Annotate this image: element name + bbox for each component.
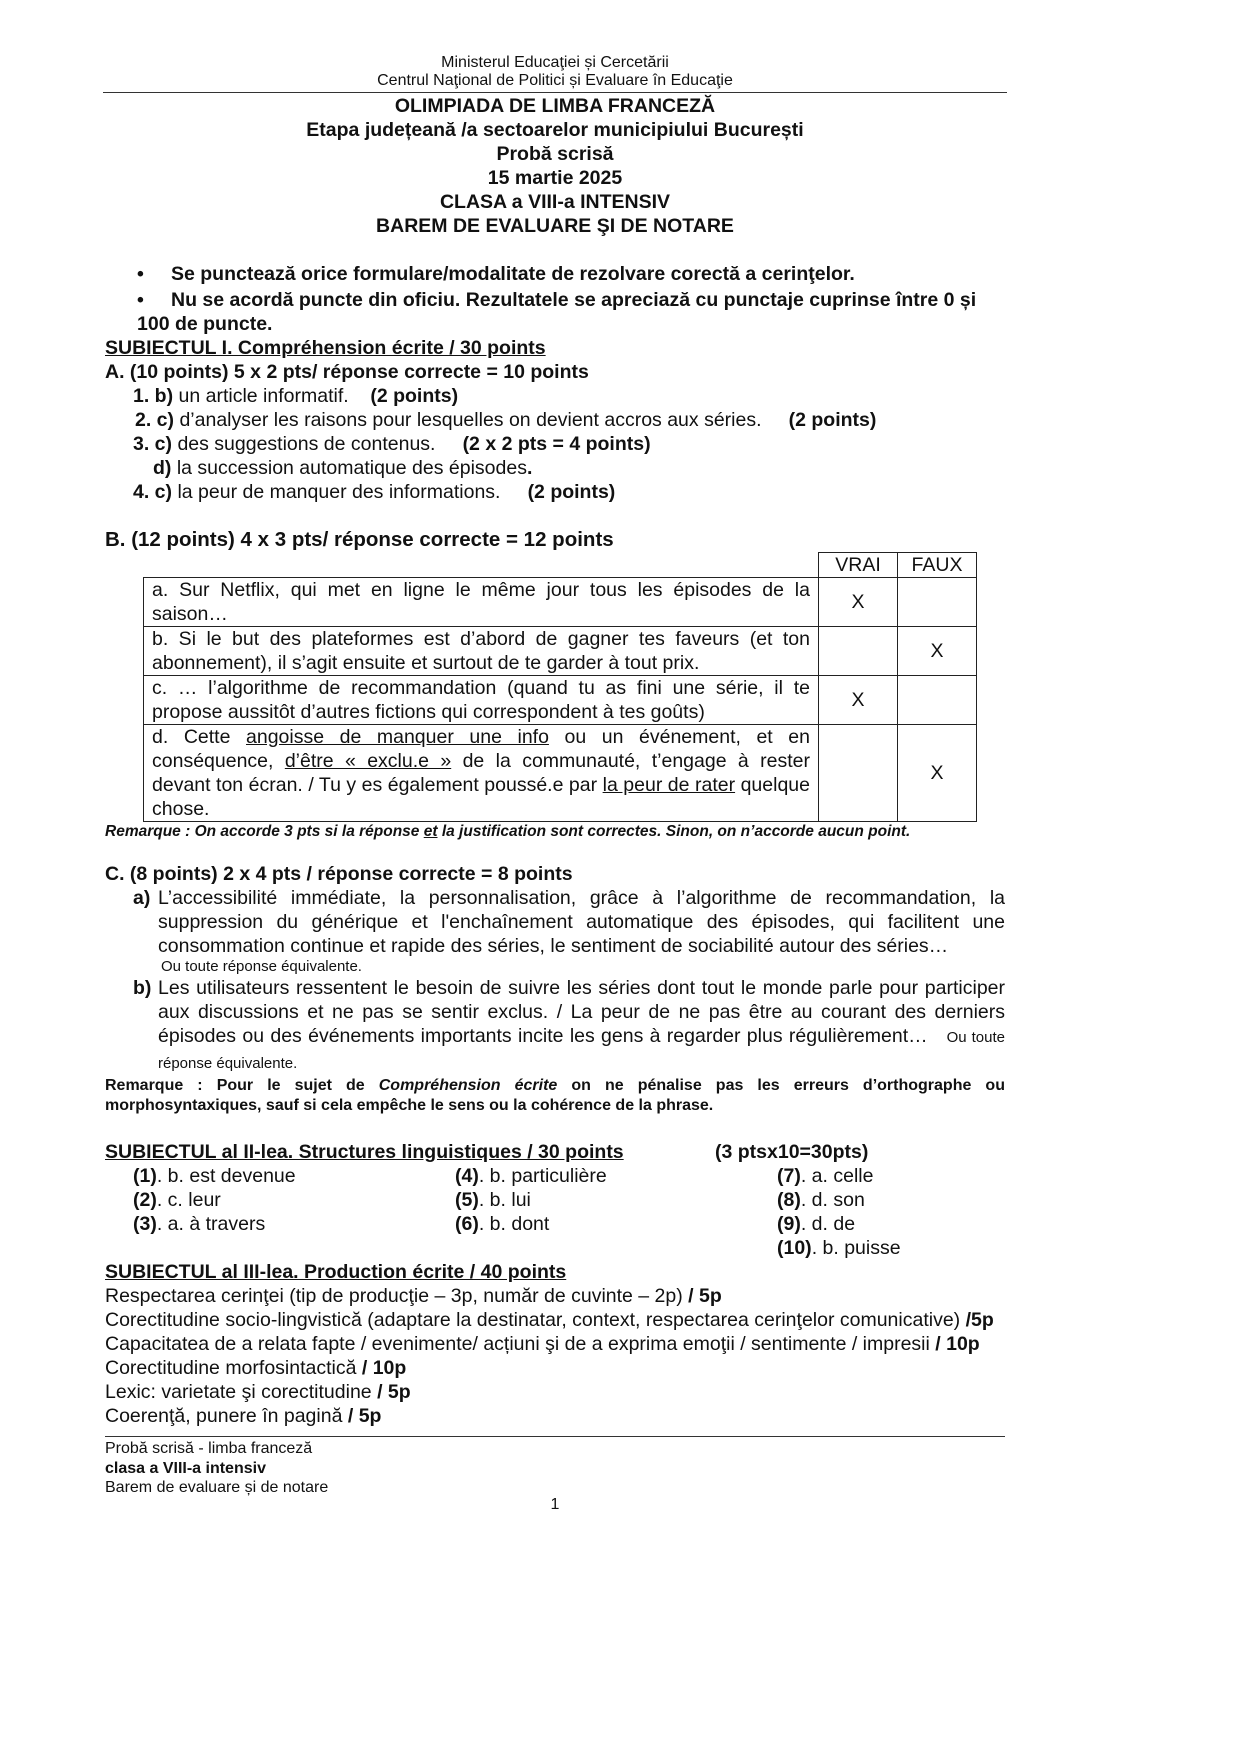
faux-mark bbox=[898, 676, 977, 725]
remark-c: Remarque : Pour le sujet de Compréhension écrite on ne pénalise pas les erreurs d’orthographe ou morphosyntaxiques, sauf si cela empêche le sens ou la cohérence de la phrase. bbox=[105, 1077, 1005, 1114]
subject-3-criteria bbox=[105, 1284, 1005, 1428]
ministry-name: Ministerul Educaţiei și Cercetării bbox=[441, 54, 669, 71]
remark-b: Remarque : On accorde 3 pts si la réponse et la justification sont correctes. Sinon, on n’accorde aucun point. bbox=[105, 823, 911, 840]
title-stage: Etapa județeană /a sectoarelor municipiului București bbox=[306, 119, 804, 141]
structure-answer: (2). c. leur bbox=[133, 1189, 221, 1211]
title-class: CLASA a VIII-a INTENSIV bbox=[439, 191, 671, 213]
footer-class: clasa a VIII-a intensiv bbox=[105, 1459, 266, 1477]
table-row bbox=[144, 676, 977, 725]
answer-a-3: 3. c) des suggestions de contenus. (2 x 2 pts = 4 points) bbox=[133, 433, 651, 455]
structure-answer: (1). b. est devenue bbox=[133, 1165, 296, 1187]
statement: a. Sur Netflix, qui met en ligne le même jour tous les épisodes de la saison… bbox=[144, 578, 819, 627]
header-rule bbox=[103, 92, 1007, 93]
vrai-mark bbox=[819, 725, 898, 822]
statement: d. Cette angoisse de manquer une info ou un événement, et en conséquence, d’être « exclu.e » de la communauté, t’engage à rester devant ton écran. / Tu y es également poussé.e par la peur de rater quelque chose. bbox=[144, 725, 819, 822]
criterion: Respectarea cerinţei (tip de producţie – 3p, număr de cuvinte – 2p) / 5p bbox=[105, 1285, 722, 1307]
subject-3-title: SUBIECTUL al III-lea. Production écrite / 40 points bbox=[105, 1261, 567, 1283]
structure-answer bbox=[133, 1236, 455, 1260]
statement: b. Si le but des plateformes est d’abord de gagner tes faveurs (et ton abonnement), il s’agit ensuite et surtout de te garder à tout prix. bbox=[144, 627, 819, 676]
vrai-mark bbox=[819, 627, 898, 676]
title-exam: Probă scrisă bbox=[496, 143, 614, 165]
page-number: 1 bbox=[550, 1496, 560, 1513]
structure-answer: (7). a. celle bbox=[777, 1165, 874, 1187]
structure-answer: (6). b. dont bbox=[455, 1213, 550, 1235]
title-barem: BAREM DE EVALUARE ŞI DE NOTARE bbox=[376, 215, 734, 237]
answer-a-4: 4. c) la peur de manquer des informations. (2 points) bbox=[133, 481, 616, 503]
col-faux: FAUX bbox=[898, 553, 977, 578]
footer bbox=[105, 1436, 1005, 1498]
statement: c. … l’algorithme de recommandation (quand tu as fini une série, il te propose aussitôt d’autres fictions qui correspondent à tes goûts) bbox=[144, 676, 819, 725]
table-row bbox=[144, 627, 977, 676]
table-header-row bbox=[144, 553, 977, 578]
title-olympiad: OLIMPIADA DE LIMBA FRANCEZĂ bbox=[394, 95, 716, 117]
structure-answer bbox=[455, 1236, 777, 1260]
table-row bbox=[144, 725, 977, 822]
true-false-table bbox=[143, 552, 977, 822]
answer-a-3d: d) la succession automatique des épisodes. bbox=[153, 457, 533, 479]
table-row bbox=[144, 578, 977, 627]
footer-exam: Probă scrisă - limba franceză bbox=[105, 1440, 313, 1457]
answer-c-a: a) L’accessibilité immédiate, la personnalisation, grâce à l’algorithme de recommandation, la suppression du générique et l'enchaînement automatique des épisodes, qui facilitent une consommation continue et rapide des séries, le sentiment de sociabilité autour des séries… bbox=[133, 887, 1005, 957]
criterion: Corectitudine socio-lingvistică (adaptare la destinatar, context, respectarea cerinţelor comunicative) /5p bbox=[105, 1309, 994, 1331]
col-vrai: VRAI bbox=[819, 553, 898, 578]
subject-2-heading bbox=[105, 1140, 1005, 1164]
center-name: Centrul Naţional de Politici și Evaluare în Educaţie bbox=[377, 72, 733, 89]
structure-answer: (3). a. à travers bbox=[133, 1213, 266, 1235]
bullet-text: Se punctează orice formulare/modalitate de rezolvare corectă a cerinţelor. bbox=[171, 263, 855, 285]
structure-answer: (4). b. particulière bbox=[455, 1165, 607, 1187]
subject-1-title: SUBIECTUL I. Compréhension écrite / 30 points bbox=[105, 337, 546, 359]
structure-answer: (8). d. son bbox=[777, 1189, 865, 1211]
note-c-a: Ou toute réponse équivalente. bbox=[161, 958, 362, 975]
structure-answer: (9). d. de bbox=[777, 1213, 856, 1235]
footer-barem: Barem de evaluare și de notare bbox=[105, 1479, 329, 1496]
faux-mark: X bbox=[898, 725, 977, 822]
structure-answer: (10). b. puisse bbox=[777, 1237, 901, 1259]
vrai-mark: X bbox=[819, 676, 898, 725]
document-page bbox=[105, 54, 1005, 1428]
structure-answer: (5). b. lui bbox=[455, 1189, 531, 1211]
title-date: 15 martie 2025 bbox=[487, 167, 623, 189]
answer-a-2: 2. c) d’analyser les raisons pour lesquelles on devient accros aux séries. (2 points) bbox=[135, 409, 877, 431]
faux-mark: X bbox=[898, 627, 977, 676]
vrai-mark: X bbox=[819, 578, 898, 627]
answer-a-1: 1. b) un article informatif. (2 points) bbox=[133, 385, 459, 407]
criterion: Lexic: varietate şi corectitudine / 5p bbox=[105, 1381, 411, 1403]
subject-2-title: SUBIECTUL al II-lea. Structures linguistiques / 30 points bbox=[105, 1141, 624, 1163]
section-a-heading: A. (10 points) 5 x 2 pts/ réponse correcte = 10 points bbox=[105, 361, 589, 383]
subject-2-score: (3 ptsx10=30pts) bbox=[715, 1141, 869, 1163]
header bbox=[105, 54, 1005, 90]
faux-mark bbox=[898, 578, 977, 627]
section-c-heading: C. (8 points) 2 x 4 pts / réponse correcte = 8 points bbox=[105, 863, 573, 885]
bullet-item: • Se punctează orice formulare/modalitate de rezolvare corectă a cerinţelor. bbox=[137, 263, 855, 285]
answer-c-b: b) Les utilisateurs ressentent le besoin de suivre les séries dont tout le monde parle pour participer aux discussions et ne pas se sentir exclus. / La peur de ne pas être au courant des derniers épisodes ou des événements importants incite les gens à regarder plus régulièrement… Ou toute réponse équivalente. bbox=[133, 977, 1005, 1072]
section-b-heading: B. (12 points) 4 x 3 pts/ réponse correcte = 12 points bbox=[105, 528, 614, 551]
subject-2-answers bbox=[133, 1164, 1005, 1260]
criterion: Capacitatea de a relata fapte / evenimente/ acțiuni şi de a exprima emoţii / sentimente / impresii / 10p bbox=[105, 1333, 980, 1355]
criterion: Corectitudine morfosintactică / 10p bbox=[105, 1357, 407, 1379]
bullet-text: Nu se acordă puncte din oficiu. Rezultatele se apreciază cu punctaje cuprinse între 0 și 100 de puncte. bbox=[137, 289, 977, 335]
bullet-item: • Nu se acordă puncte din oficiu. Rezultatele se apreciază cu punctaje cuprinse între 0 și 100 de puncte. bbox=[137, 289, 977, 335]
criterion: Coerenţă, punere în pagină / 5p bbox=[105, 1405, 382, 1427]
